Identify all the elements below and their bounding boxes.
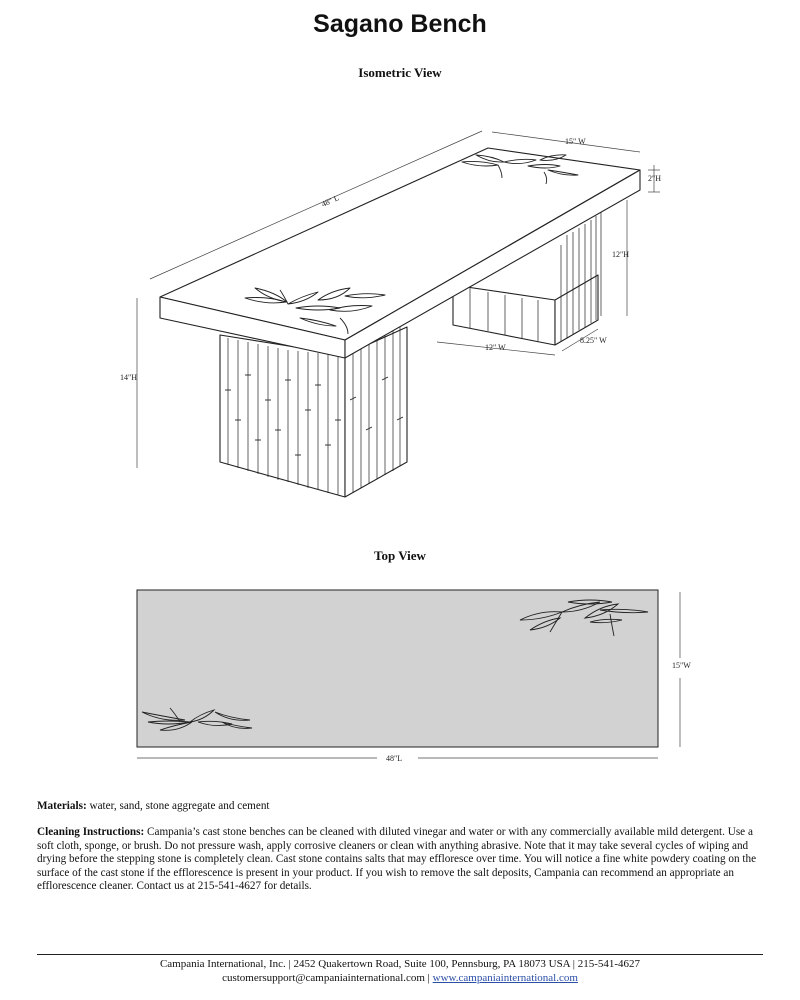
isometric-view-heading: Isometric View [358, 65, 442, 80]
dim-width-label: 15" W [565, 137, 586, 146]
top-view-drawing [0, 570, 800, 800]
dim-leg-height-label: 12"H [612, 250, 630, 259]
dim-leg-width-label: 12" W [485, 343, 506, 352]
dim-overall-height-label: 14"H [120, 373, 138, 382]
footer-divider [37, 954, 763, 955]
cleaning-label: Cleaning Instructions: [37, 826, 145, 838]
website-link[interactable]: www.campaniainternational.com [432, 972, 578, 984]
top-dim-length-label: 48"L [386, 754, 403, 763]
materials-text: water, sand, stone aggregate and cement [86, 800, 270, 812]
top-view-heading: Top View [374, 548, 426, 563]
dim-thickness-label: 2"H [648, 174, 662, 183]
footer-email: customersupport@campaniainternational.com | [222, 972, 433, 984]
cleaning-text: Campania’s cast stone benches can be cleaned with diluted vinegar and water or with any commercially available mild detergent. Use a soft cloth, sponge, or brush. Do not pressure wash, apply corrosive cleaners or clean with anything abrasive. Note that it may take several cycles of wiping and drying before the stepping stone is completely clean. Cast stone contains salts that may effloresce over time. You will notice a fine white powdery coating on the surface of the cast stone if the efflorescence is present in your product. If you wish to remove the salt deposits, Campania can recommend an appropriate an efflorescence cleaner. Contact us at 215-541-4627 for details. [37, 826, 757, 893]
top-dim-width-label: 15"W [672, 661, 691, 670]
materials-paragraph [37, 800, 765, 814]
footer-contact [0, 972, 800, 984]
footer-address: Campania International, Inc. | 2452 Quakertown Road, Suite 100, Pennsburg, PA 18073 USA | 215-541-4627 [159, 958, 641, 970]
dim-leg-depth-label: 8.25" W [580, 336, 607, 345]
materials-label: Materials: [37, 800, 87, 812]
dim-length-label: 48" L [320, 193, 341, 209]
page-title: Sagano Bench [313, 10, 487, 38]
top-view-slab [137, 590, 658, 747]
cleaning-paragraph [37, 826, 765, 894]
